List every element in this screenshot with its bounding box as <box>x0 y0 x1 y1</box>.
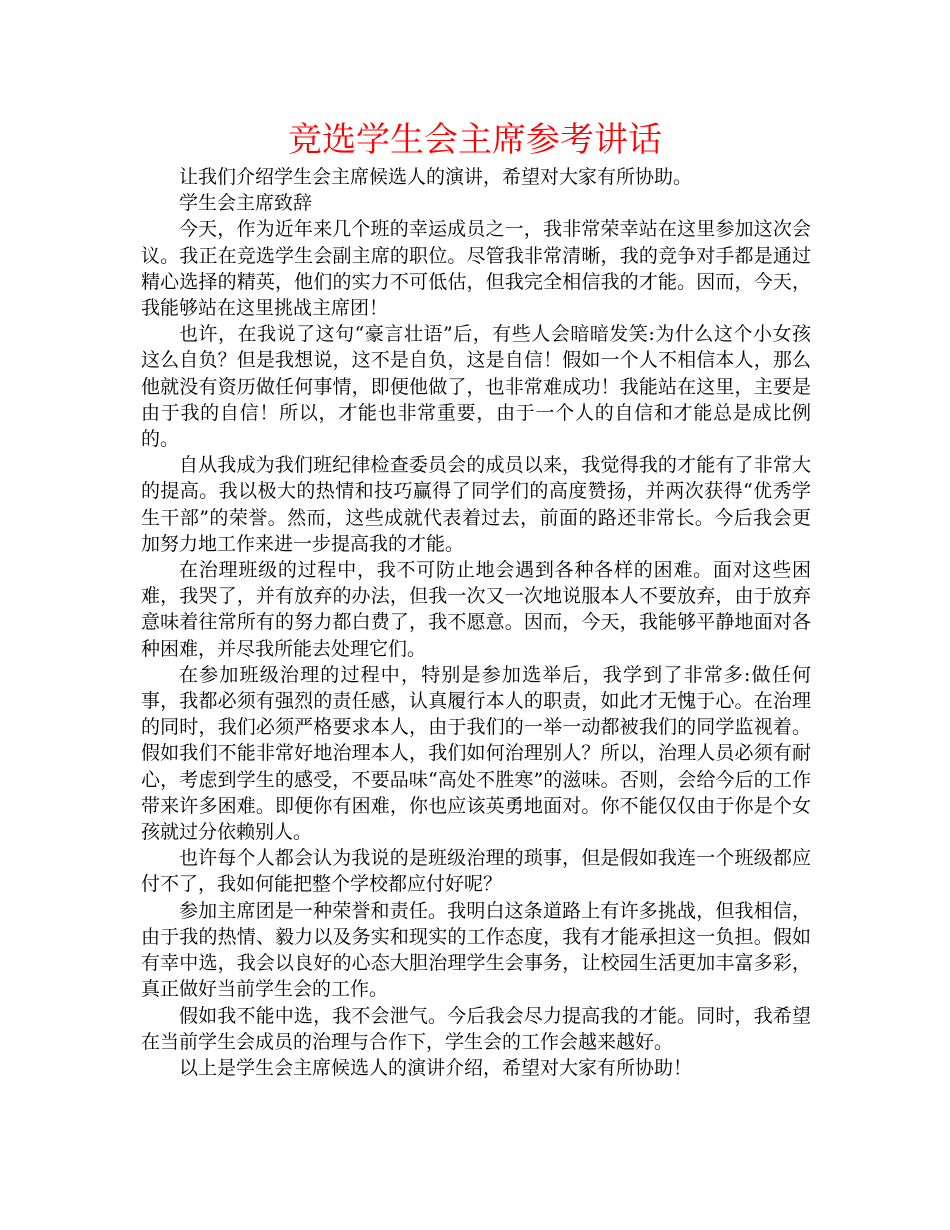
paragraph: 在参加班级治理的过程中，特别是参加选举后，我学到了非常多:做任何事，我都必须有强烈的责任感，认真履行本人的职责，如此才无愧于心。在治理的同时，我们必须严格要求本人，由于我们的一举一动都被我们的同学监视着。假如我们不能非常好地治理本人，我们如何治理别人？所以，治理人员必须有耐心，考虑到学生的感受，不要品味“高处不胜寒”的滋味。否则，会给今后的工作带来许多困难。即便你有困难，你也应该英勇地面对。你不能仅仅由于你是个女孩就过分依赖别人。 <box>141 663 811 844</box>
paragraph: 也许每个人都会认为我说的是班级治理的琐事，但是假如我连一个班级都应付不了，我如何能把整个学校都应付好呢？ <box>141 847 811 896</box>
paragraph: 在治理班级的过程中，我不可防止地会遇到各种各样的困难。面对这些困难，我哭了，并有放弃的办法，但我一次又一次地说服本人不要放弃，由于放弃意味着往常所有的努力都白费了，我不愿意。因而，今天，我能够平静地面对各种困难，并尽我所能去处理它们。 <box>141 559 811 660</box>
paragraph: 假如我不能中选，我不会泄气。今后我会尽力提高我的才能。同时，我希望在当前学生会成员的治理与合作下，学生会的工作会越来越好。 <box>141 1004 811 1053</box>
paragraph: 自从我成为我们班纪律检查委员会的成员以来，我觉得我的才能有了非常大的提高。我以极大的热情和技巧赢得了同学们的高度赞扬，并两次获得“优秀学生干部”的荣誉。然而，这些成就代表着过去，前面的路还非常长。今后我会更加努力地工作来进一步提高我的才能。 <box>141 454 811 555</box>
paragraph-intro: 让我们介绍学生会主席候选人的演讲，希望对大家有所协助。 <box>179 166 693 188</box>
document-body <box>141 164 811 1081</box>
paragraph: 参加主席团是一种荣誉和责任。我明白这条道路上有许多挑战，但我相信，由于我的热情、毅力以及务实和现实的工作态度，我有才能承担这一负担。假如有幸中选，我会以良好的心态大胆治理学生会事务，让校园生活更加丰富多彩，真正做好当前学生会的工作。 <box>141 899 811 1001</box>
paragraph-heading: 学生会主席致辞 <box>179 192 313 215</box>
paragraph: 今天，作为近年来几个班的幸运成员之一，我非常荣幸站在这里参加这次会议。我正在竞选学生会副主席的职位。尽管我非常清晰，我的竞争对手都是通过精心选择的精英，他们的实力不可低估，但我完全相信我的才能。因而，今天，我能够站在这里挑战主席团！ <box>141 218 811 320</box>
paragraph: 也许，在我说了这句“豪言壮语”后，有些人会暗暗发笑:为什么这个小女孩这么自负？但是我想说，这不是自负，这是自信！假如一个人不相信本人，那么他就没有资历做任何事情，即便他做了，也非常难成功！我能站在这里，主要是由于我的自信！所以，才能也非常重要，由于一个人的自信和才能总是成比例的。 <box>141 323 811 451</box>
paragraph-closing: 以上是学生会主席候选人的演讲介绍，希望对大家有所协助！ <box>179 1056 693 1079</box>
document-title: 竞选学生会主席参考讲话 <box>288 120 662 160</box>
